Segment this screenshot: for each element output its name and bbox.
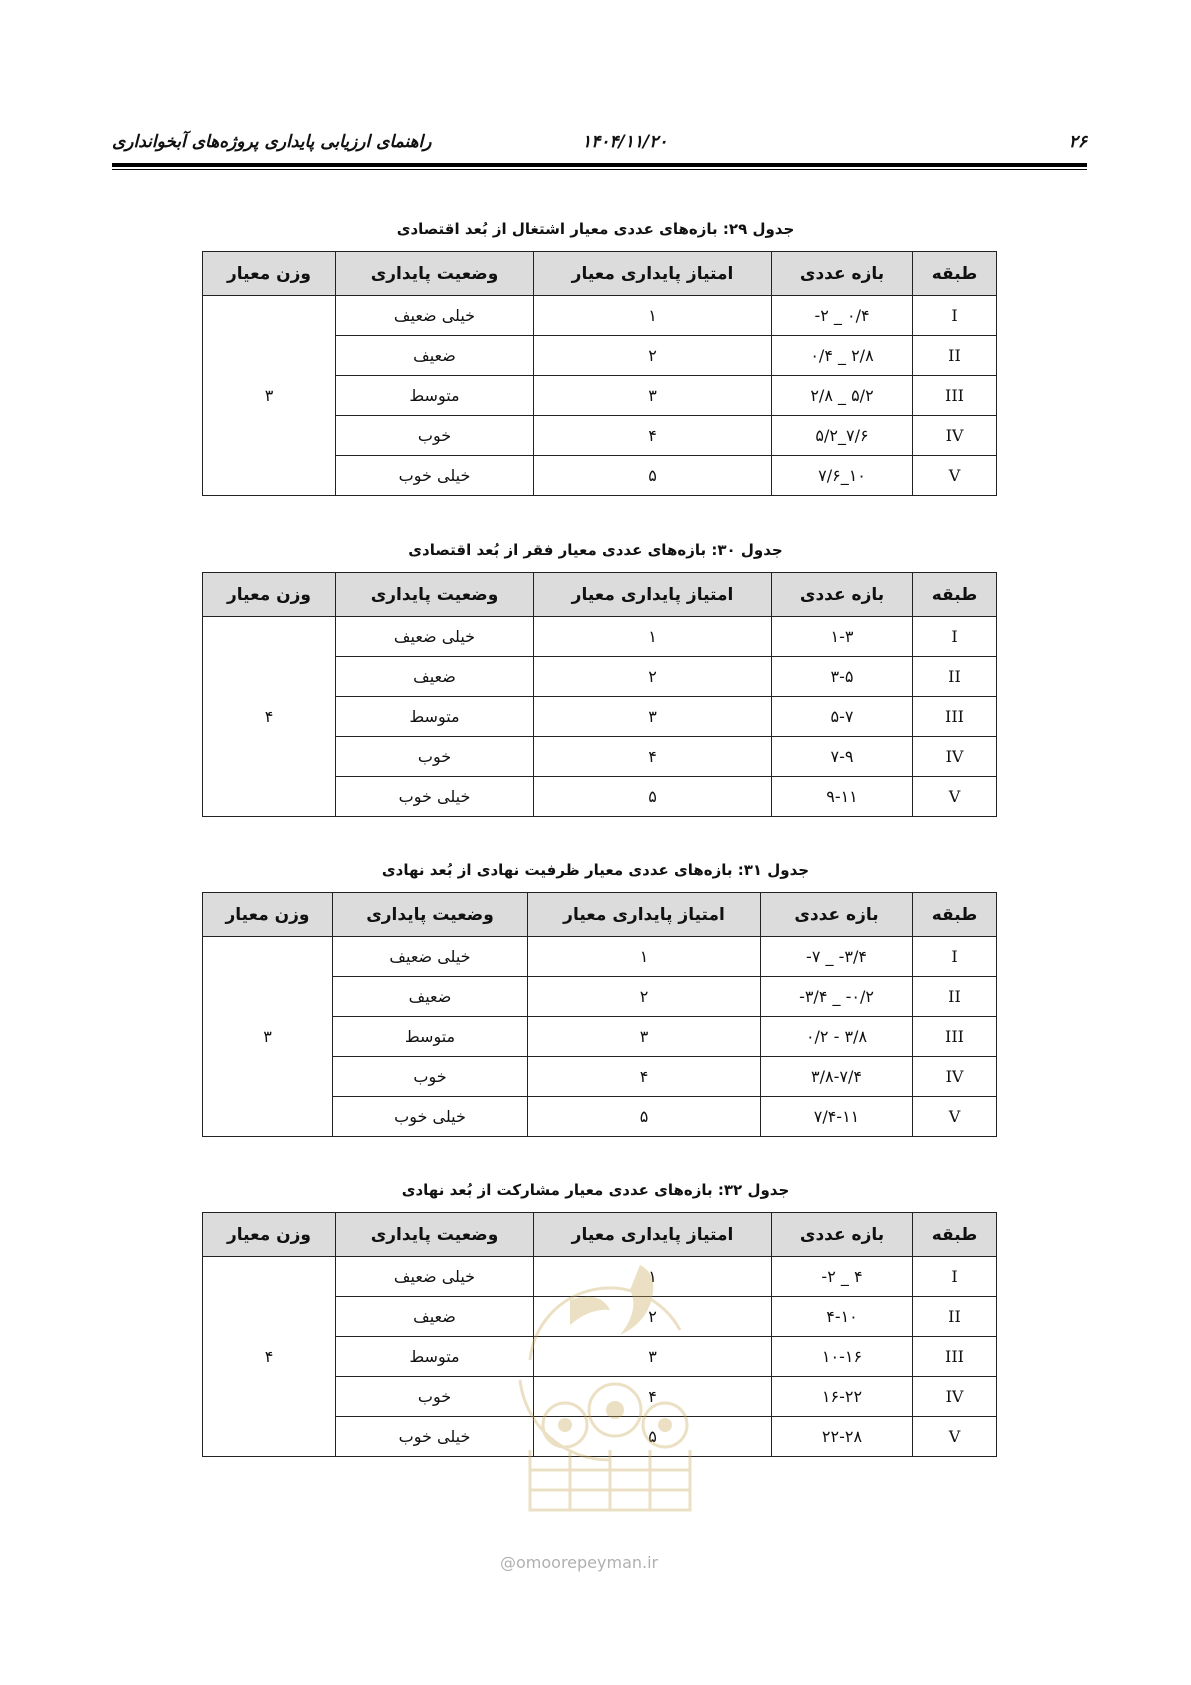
- status-cell: ضعیف: [336, 1297, 534, 1337]
- range-cell: ۲۲-۲۸: [772, 1417, 913, 1457]
- class-cell: IV: [913, 1377, 997, 1417]
- table-row: [203, 937, 997, 977]
- score-cell: ۳: [534, 1337, 772, 1377]
- class-cell: III: [913, 1017, 997, 1057]
- col-header-status: وضعیت پایداری: [336, 573, 534, 617]
- class-cell: IV: [913, 416, 997, 456]
- class-cell: V: [913, 456, 997, 496]
- col-header-weight: وزن معیار: [203, 252, 336, 296]
- col-header-score: امتیاز پایداری معیار: [534, 1213, 772, 1257]
- status-cell: خوب: [336, 416, 534, 456]
- score-cell: ۱: [534, 1257, 772, 1297]
- score-cell: ۳: [528, 1017, 761, 1057]
- col-header-class: طبقه: [913, 1213, 997, 1257]
- score-cell: ۵: [534, 777, 772, 817]
- header-date: ۱۴۰۴/۱۱/۲۰: [582, 132, 668, 152]
- score-cell: ۲: [534, 657, 772, 697]
- status-cell: خیلی ضعیف: [336, 617, 534, 657]
- table-header-row: [203, 252, 997, 296]
- range-cell: ۵-۷: [772, 697, 913, 737]
- score-cell: ۲: [534, 336, 772, 376]
- range-cell: ۵/۲_۷/۶: [772, 416, 913, 456]
- table-header-row: [203, 893, 997, 937]
- col-header-range: بازه عددی: [772, 1213, 913, 1257]
- table-30-caption: جدول ۳۰: بازه‌های عددی معیار فقر از بُعد اقتصادی: [408, 541, 783, 559]
- col-header-range: بازه عددی: [772, 252, 913, 296]
- range-cell: ۱۰-۱۶: [772, 1337, 913, 1377]
- weight-cell: ۴: [203, 1257, 336, 1457]
- class-cell: IV: [913, 1057, 997, 1097]
- score-cell: ۴: [534, 737, 772, 777]
- class-cell: II: [913, 977, 997, 1017]
- score-cell: ۵: [534, 456, 772, 496]
- col-header-range: بازه عددی: [772, 573, 913, 617]
- col-header-class: طبقه: [913, 252, 997, 296]
- score-cell: ۵: [528, 1097, 761, 1137]
- header-title: راهنمای ارزیابی پایداری پروژه‌های آبخوانداری: [112, 132, 432, 152]
- status-cell: خوب: [333, 1057, 528, 1097]
- status-cell: خیلی خوب: [336, 777, 534, 817]
- status-cell: متوسط: [336, 1337, 534, 1377]
- class-cell: III: [913, 376, 997, 416]
- status-cell: خیلی ضعیف: [336, 1257, 534, 1297]
- col-header-class: طبقه: [913, 893, 997, 937]
- table-row: [203, 296, 997, 336]
- score-cell: ۵: [534, 1417, 772, 1457]
- status-cell: خوب: [336, 1377, 534, 1417]
- range-cell: ۷/۴-۱۱: [761, 1097, 913, 1137]
- class-cell: II: [913, 657, 997, 697]
- col-header-class: طبقه: [913, 573, 997, 617]
- range-cell: ۱۶-۲۲: [772, 1377, 913, 1417]
- table-header-row: [203, 573, 997, 617]
- col-header-weight: وزن معیار: [203, 1213, 336, 1257]
- status-cell: متوسط: [336, 697, 534, 737]
- status-cell: ضعیف: [333, 977, 528, 1017]
- page-header: [112, 126, 1087, 166]
- class-cell: III: [913, 697, 997, 737]
- table-29-caption: جدول ۲۹: بازه‌های عددی معیار اشتغال از بُعد اقتصادی: [396, 220, 795, 238]
- table-31-caption: جدول ۳۱: بازه‌های عددی معیار ظرفیت نهادی از بُعد نهادی: [381, 861, 810, 879]
- table-29: [202, 251, 997, 496]
- range-cell: ۷-۹: [772, 737, 913, 777]
- score-cell: ۲: [528, 977, 761, 1017]
- seal-watermark-icon: [490, 1210, 720, 1520]
- score-cell: ۴: [534, 416, 772, 456]
- class-cell: II: [913, 1297, 997, 1337]
- col-header-score: امتیاز پایداری معیار: [534, 573, 772, 617]
- range-cell: -۷ _ -۳/۴: [761, 937, 913, 977]
- status-cell: خوب: [336, 737, 534, 777]
- class-cell: II: [913, 336, 997, 376]
- score-cell: ۲: [534, 1297, 772, 1337]
- class-cell: V: [913, 1417, 997, 1457]
- header-rule-thin: [112, 169, 1087, 170]
- col-header-weight: وزن معیار: [203, 573, 336, 617]
- range-cell: ۹-۱۱: [772, 777, 913, 817]
- col-header-status: وضعیت پایداری: [336, 1213, 534, 1257]
- table-32-caption: جدول ۳۲: بازه‌های عددی معیار مشارکت از بُعد نهادی: [401, 1181, 790, 1199]
- score-cell: ۳: [534, 697, 772, 737]
- weight-cell: ۳: [203, 296, 336, 496]
- range-cell: -۳/۴ _ -۰/۲: [761, 977, 913, 1017]
- header-rule-thick: [112, 163, 1087, 167]
- col-header-range: بازه عددی: [761, 893, 913, 937]
- table-30: [202, 572, 997, 817]
- status-cell: متوسط: [336, 376, 534, 416]
- range-cell: ۰/۴ _ ۲/۸: [772, 336, 913, 376]
- weight-cell: ۴: [203, 617, 336, 817]
- col-header-status: وضعیت پایداری: [333, 893, 528, 937]
- score-cell: ۳: [534, 376, 772, 416]
- col-header-weight: وزن معیار: [203, 893, 333, 937]
- class-cell: V: [913, 777, 997, 817]
- status-cell: ضعیف: [336, 336, 534, 376]
- status-cell: متوسط: [333, 1017, 528, 1057]
- class-cell: V: [913, 1097, 997, 1137]
- class-cell: I: [913, 296, 997, 336]
- col-header-status: وضعیت پایداری: [336, 252, 534, 296]
- status-cell: خیلی خوب: [336, 456, 534, 496]
- range-cell: ۳/۸-۷/۴: [761, 1057, 913, 1097]
- class-cell: IV: [913, 737, 997, 777]
- watermark-url: @omoorepeyman.ir: [500, 1553, 659, 1572]
- range-cell: ۰/۲ - ۳/۸: [761, 1017, 913, 1057]
- page-number: ۲۶: [1068, 132, 1087, 152]
- table-31: [202, 892, 997, 1137]
- weight-cell: ۳: [203, 937, 333, 1137]
- range-cell: ۲/۸ _ ۵/۲: [772, 376, 913, 416]
- range-cell: ۳-۵: [772, 657, 913, 697]
- score-cell: ۴: [528, 1057, 761, 1097]
- col-header-score: امتیاز پایداری معیار: [534, 252, 772, 296]
- score-cell: ۱: [534, 617, 772, 657]
- score-cell: ۱: [528, 937, 761, 977]
- range-cell: ۱-۳: [772, 617, 913, 657]
- class-cell: I: [913, 937, 997, 977]
- status-cell: ضعیف: [336, 657, 534, 697]
- class-cell: I: [913, 617, 997, 657]
- range-cell: -۲ _ ۰/۴: [772, 296, 913, 336]
- col-header-score: امتیاز پایداری معیار: [528, 893, 761, 937]
- status-cell: خیلی خوب: [336, 1417, 534, 1457]
- status-cell: خیلی ضعیف: [333, 937, 528, 977]
- range-cell: ۷/۶_۱۰: [772, 456, 913, 496]
- score-cell: ۱: [534, 296, 772, 336]
- table-row: [203, 617, 997, 657]
- class-cell: I: [913, 1257, 997, 1297]
- status-cell: خیلی خوب: [333, 1097, 528, 1137]
- range-cell: -۲ _ ۴: [772, 1257, 913, 1297]
- class-cell: III: [913, 1337, 997, 1377]
- status-cell: خیلی ضعیف: [336, 296, 534, 336]
- range-cell: ۴-۱۰: [772, 1297, 913, 1337]
- score-cell: ۴: [534, 1377, 772, 1417]
